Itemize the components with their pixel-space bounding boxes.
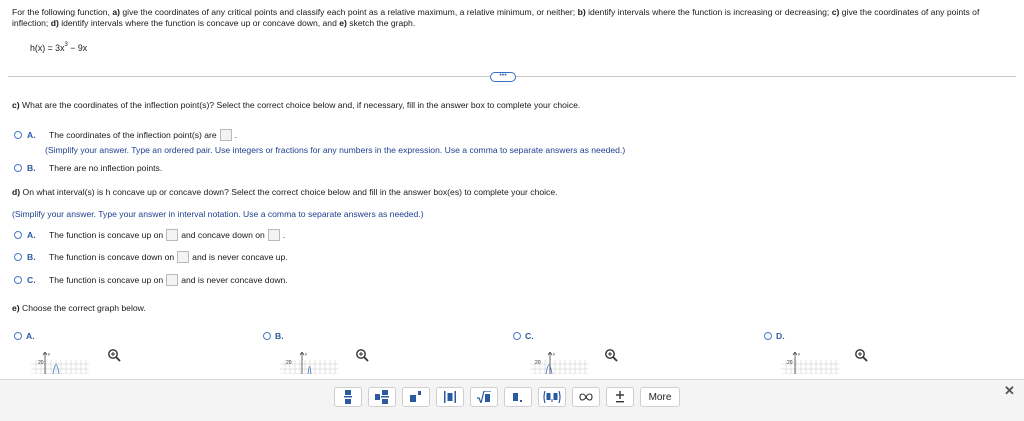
part-d-question-text: On what interval(s) is h concave up or concave down? Select the correct choice below and fill in the answer box(es) to complete your choice. (22, 187, 558, 197)
intro-part-d-label: d) (50, 18, 59, 28)
square-root-button[interactable] (470, 387, 498, 407)
absolute-value-icon (444, 391, 456, 403)
intro-part-a-label: a) (112, 7, 120, 17)
exponent-icon (410, 391, 422, 403)
plus-minus-icon (615, 391, 625, 403)
infinity-button[interactable] (572, 387, 600, 407)
axis-tick-label: 20 (787, 360, 793, 366)
part-e-question (12, 303, 146, 313)
mixed-number-icon (375, 390, 389, 404)
square-root-icon (477, 391, 491, 403)
option-text-end: . (282, 230, 286, 240)
function-definition (30, 43, 87, 53)
fraction-icon (344, 390, 352, 404)
option-text-end: and is never concave up. (192, 252, 288, 262)
math-input-toolbar (334, 386, 680, 408)
radio-button[interactable] (14, 131, 22, 139)
zoom-in-icon[interactable] (604, 348, 618, 362)
radio-button[interactable] (14, 164, 22, 172)
part-d-question (12, 187, 558, 197)
concave-up-only-answer-box[interactable] (166, 274, 178, 286)
graph-thumbnail-b[interactable] (280, 352, 338, 374)
option-letter: C. (27, 275, 36, 285)
radio-button[interactable] (263, 332, 271, 340)
absolute-value-button[interactable] (436, 387, 464, 407)
function-rhs: − 9x (67, 43, 88, 53)
option-letter: B. (275, 331, 284, 341)
infinity-icon (579, 393, 593, 401)
option-letter: B. (27, 252, 36, 262)
option-text: There are no inflection points. (49, 163, 163, 173)
zoom-in-icon[interactable] (355, 348, 369, 362)
option-text: The function is concave down on (49, 252, 175, 262)
part-c-option-b[interactable] (14, 163, 162, 173)
part-d-hint: (Simplify your answer. Type your answer in interval notation. Use a comma to separate answers as needed.) (12, 209, 424, 219)
radio-button[interactable] (513, 332, 521, 340)
part-d-label: d) (12, 187, 21, 197)
graph-thumbnail-d[interactable] (781, 352, 839, 374)
option-letter: A. (26, 331, 35, 341)
option-text-end: . (234, 130, 238, 140)
radio-button[interactable] (14, 332, 22, 340)
option-letter: B. (27, 163, 36, 173)
option-letter: A. (27, 130, 36, 140)
decimal-button[interactable] (504, 387, 532, 407)
radio-button[interactable] (14, 231, 22, 239)
part-c-option-a[interactable] (14, 129, 237, 141)
part-d-option-c[interactable] (14, 274, 288, 286)
axis-y-label: y (48, 352, 50, 356)
fraction-button[interactable] (334, 387, 362, 407)
axis-tick-label: 20 (535, 360, 541, 366)
part-d-option-a[interactable] (14, 229, 285, 241)
exponent-button[interactable] (402, 387, 430, 407)
intro-part-c-text: give the coordinates of any points of inflection; (12, 7, 980, 28)
part-e-question-text: Choose the correct graph below. (22, 303, 146, 313)
interval-icon (543, 391, 561, 403)
intro-part-b-label: b) (577, 7, 586, 17)
intro-text: For the following function, (12, 7, 110, 17)
expand-more-button[interactable]: ••• (490, 72, 516, 82)
mixed-number-button[interactable] (368, 387, 396, 407)
graph-option-b[interactable] (263, 331, 284, 341)
option-text: The coordinates of the inflection point(s) are (49, 130, 217, 140)
graph-option-a[interactable] (14, 331, 35, 341)
zoom-in-icon[interactable] (854, 348, 868, 362)
part-c-question-text: What are the coordinates of the inflection point(s)? Select the correct choice below and, if necessary, fill in the answer box to complete your choice. (22, 100, 581, 110)
plus-minus-button[interactable] (606, 387, 634, 407)
more-symbols-button[interactable]: More (640, 387, 680, 407)
option-text-end: and is never concave down. (181, 275, 288, 285)
concave-down-answer-box[interactable] (268, 229, 280, 241)
part-c-hint: (Simplify your answer. Type an ordered pair. Use integers or fractions for any numbers in the expression. Use a comma to separate answers as needed.) (45, 145, 626, 155)
intro-part-b-text: identify intervals where the function is increasing or decreasing; (588, 7, 830, 17)
part-d-option-b[interactable] (14, 251, 288, 263)
part-c-label: c) (12, 100, 20, 110)
option-text: The function is concave up on (49, 230, 164, 240)
axis-y-label: y (553, 352, 555, 356)
option-letter: A. (27, 230, 36, 240)
intro-part-a-text: give the coordinates of any critical points and classify each point as a relative maximum, a relative minimum, or neither; (122, 7, 576, 17)
graph-thumbnail-a[interactable] (31, 352, 89, 374)
intro-part-e-label: e) (339, 18, 347, 28)
inflection-point-answer-box[interactable] (220, 129, 232, 141)
interval-button[interactable] (538, 387, 566, 407)
decimal-icon (512, 391, 524, 403)
radio-button[interactable] (14, 276, 22, 284)
axis-tick-label: 20 (286, 360, 292, 366)
axis-y-label: y (798, 352, 800, 356)
axis-tick-label: 20 (38, 360, 44, 366)
zoom-in-icon[interactable] (107, 348, 121, 362)
option-letter: D. (776, 331, 785, 341)
radio-button[interactable] (764, 332, 772, 340)
intro-part-e-text: sketch the graph. (349, 18, 416, 28)
function-exponent: 3 (64, 42, 68, 49)
close-icon[interactable]: ✕ (1004, 383, 1015, 398)
part-e-label: e) (12, 303, 20, 313)
option-text: The function is concave up on (49, 275, 164, 285)
graph-option-c[interactable] (513, 331, 534, 341)
radio-button[interactable] (14, 253, 22, 261)
concave-down-only-answer-box[interactable] (177, 251, 189, 263)
problem-statement (12, 7, 1002, 29)
graph-thumbnail-c[interactable] (530, 352, 588, 374)
intro-part-d-text: identify intervals where the function is concave up or concave down, and (61, 18, 337, 28)
graph-option-d[interactable] (764, 331, 785, 341)
option-text-mid: and concave down on (181, 230, 265, 240)
function-lhs: h(x) = 3x (30, 43, 65, 53)
option-letter: C. (525, 331, 534, 341)
axis-y-label: y (305, 352, 307, 356)
part-c-question (12, 100, 580, 110)
concave-up-answer-box[interactable] (166, 229, 178, 241)
intro-part-c-label: c) (831, 7, 840, 17)
